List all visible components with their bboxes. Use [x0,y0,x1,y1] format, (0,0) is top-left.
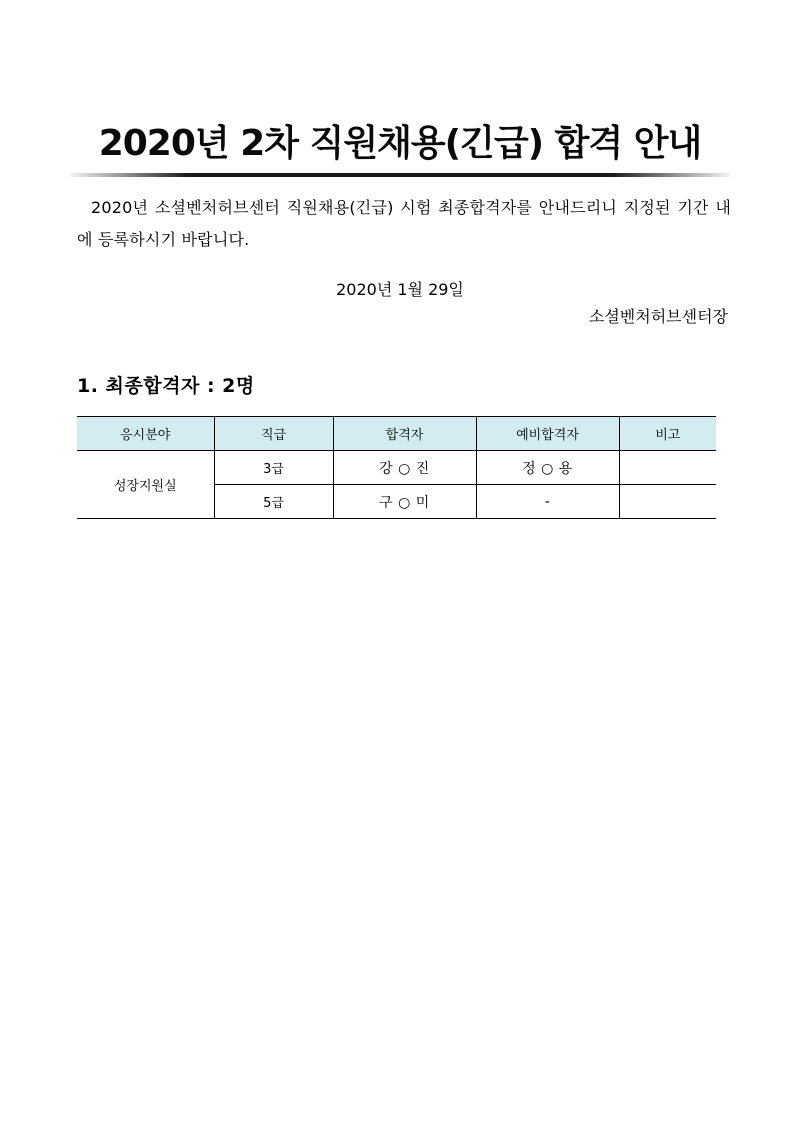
cell-reserve: - [476,485,619,519]
section-heading: 1. 최종합격자 : 2명 [77,375,255,397]
header-grade: 직급 [214,417,333,451]
results-table [77,416,716,519]
cell-reserve: 정 ○ 용 [476,451,619,485]
cell-grade: 3급 [214,451,333,485]
cell-field: 성장지원실 [77,451,214,519]
title-underline [70,173,730,177]
header-field: 응시분야 [77,417,214,451]
notice-date: 2020년 1월 29일 [336,280,464,299]
signer: 소셜벤처허브센터장 [588,307,728,326]
page-title: 2020년 2차 직원채용(긴급) 합격 안내 [98,123,702,164]
table-row [77,451,716,485]
header-passer: 합격자 [333,417,476,451]
cell-passer: 강 ○ 진 [333,451,476,485]
cell-grade: 5급 [214,485,333,519]
intro-paragraph: 2020년 소셜벤처허브센터 직원채용(긴급) 시험 최종합격자를 안내드리니 지정된 기간 내에 등록하시기 바랍니다. [77,198,731,249]
cell-note [619,451,716,485]
cell-passer: 구 ○ 미 [333,485,476,519]
title-block [70,118,730,180]
header-note: 비고 [619,417,716,451]
table-header-row [77,417,716,451]
cell-note [619,485,716,519]
header-reserve: 예비합격자 [476,417,619,451]
